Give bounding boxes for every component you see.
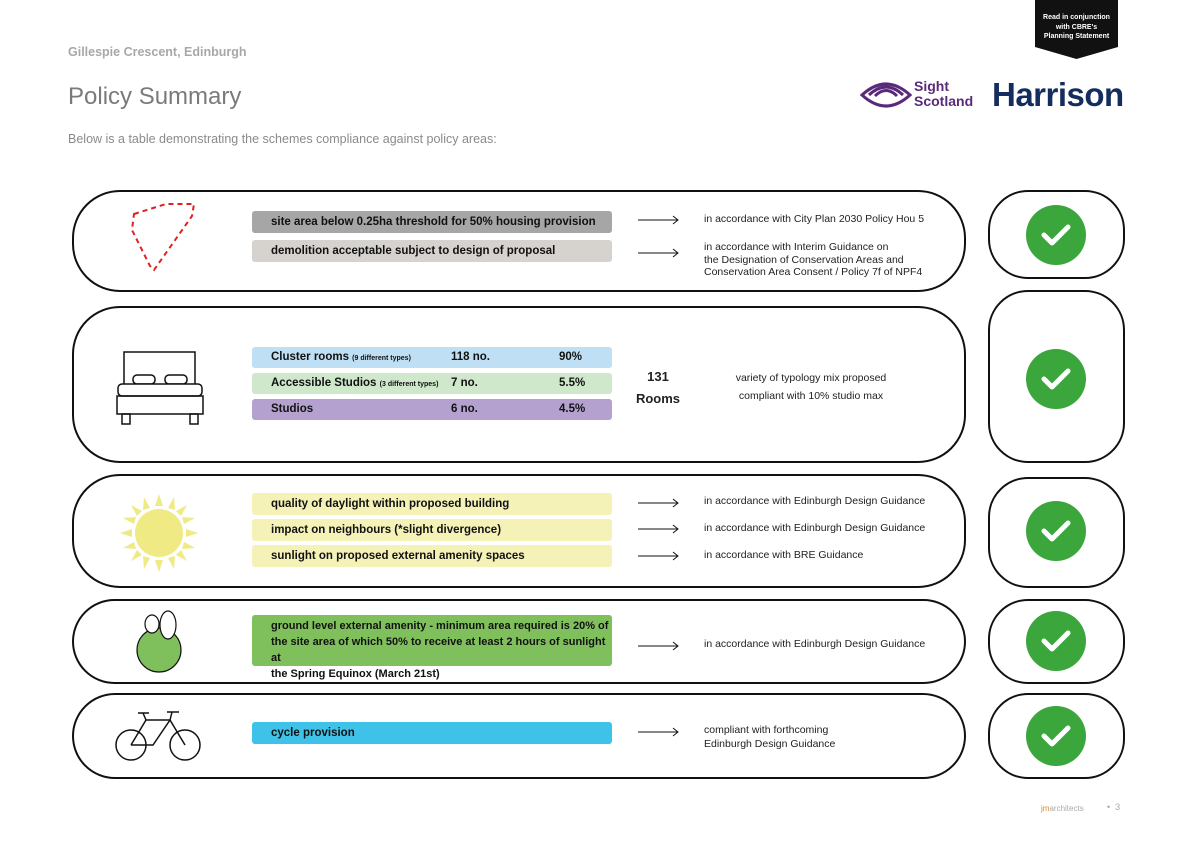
arrow-icon [638,498,680,508]
note-line: the Designation of Conservation Areas and [704,253,904,266]
amenity-line: the Spring Equinox (March 21st) [271,668,440,680]
footer-brand [1041,804,1084,813]
note-line: compliant with 10% studio max [738,390,884,402]
arrow-icon [638,524,680,534]
page-title: Policy Summary [68,83,242,110]
note-line: Conservation Area Consent / Policy 7f of NPF4 [704,266,923,278]
arrow-icon [638,641,680,651]
project-location: Gillespie Crescent, Edinburgh [68,45,247,59]
arrow-icon [638,248,680,258]
rooms-total [630,366,686,410]
site-boundary-icon [122,200,202,275]
tree-icon [134,608,186,674]
tag-text [1035,13,1118,42]
arrow-icon [638,727,680,737]
cycle-provision-bar: cycle provision [252,722,612,744]
neighbour-impact-note: in accordance with Edinburgh Design Guidance [704,522,926,534]
amenity-line: ground level external amenity - minimum area required is 20% of [271,620,609,632]
demolition-bar: demolition acceptable subject to design of proposal [252,240,612,262]
daylight-check-icon [1026,501,1086,561]
sight-scotland-eye-icon [860,77,912,113]
room-type-row [252,399,612,420]
room-type-row [252,373,612,394]
reference-tag [1035,0,1118,59]
ground-amenity-note: in accordance with Edinburgh Design Guidance [704,638,926,650]
sun-icon [118,492,200,574]
site-area-note: in accordance with City Plan 2030 Policy Hou 5 [704,213,925,225]
room-type-detail: (3 different types) [379,381,439,388]
note-line: compliant with forthcoming [704,724,829,736]
rooms-check-icon [1026,349,1086,409]
note-line: variety of typology mix proposed [735,372,887,384]
sight-word: Sight [914,78,949,94]
room-type-percent: 90% [559,351,583,363]
rooms-total-label: Rooms [635,391,681,406]
demolition-note [704,241,922,279]
amenity-line: the site area of which 50% to receive at least 2 hours of sunlight at [271,636,606,664]
note-line: Edinburgh Design Guidance [704,738,836,750]
arrow-icon [638,551,680,561]
room-type-percent: 5.5% [559,377,586,389]
sight-scotland-logo [860,77,975,113]
arrow-icon [638,215,680,225]
room-type-detail: (9 different types) [352,355,411,362]
intro-text: Below is a table demonstrating the schemes compliance against policy areas: [68,132,497,146]
scotland-word: Scotland [914,93,974,109]
room-type-name: Accessible Studios (3 different types) [271,377,439,389]
footer-separator: • [1107,802,1111,812]
room-type-name: Studios [271,403,314,415]
rooms-note [712,369,910,405]
amenity-check-icon [1026,611,1086,671]
room-type-percent: 4.5% [559,403,586,415]
page-number-value: 3 [1115,802,1121,812]
room-type-count: 6 no. [451,403,478,415]
tag-line: Planning Statement [1043,33,1110,40]
page-number [1107,802,1120,812]
sight-scotland-wordmark [914,79,973,109]
amenity-sunlight-bar: sunlight on proposed external amenity spaces [252,545,612,567]
room-type-name: Cluster rooms (9 different types) [271,351,411,363]
site-area-bar: site area below 0.25ha threshold for 50% housing provision [252,211,612,233]
daylight-quality-bar: quality of daylight within proposed building [252,493,612,515]
rooms-total-number: 131 [647,369,669,384]
brand-suffix: architects [1049,804,1084,813]
harrison-logo: Harrison [992,76,1124,113]
daylight-quality-note: in accordance with Edinburgh Design Guidance [704,495,926,507]
room-type-row [252,347,612,368]
room-type-count: 7 no. [451,377,478,389]
ground-amenity-bar [252,615,612,680]
bed-icon [114,350,206,428]
tag-line: Read in conjunction [1043,14,1110,21]
room-type-count: 118 no. [451,351,490,363]
neighbour-impact-bar: impact on neighbours (*slight divergence) [252,519,612,541]
bicycle-icon [113,708,203,764]
site-check-icon [1026,205,1086,265]
brand-prefix: jm [1041,804,1050,813]
amenity-sunlight-note: in accordance with BRE Guidance [704,549,864,561]
note-line: in accordance with Interim Guidance on [704,241,889,253]
cycle-check-icon [1026,706,1086,766]
cycle-provision-note [704,723,835,751]
tag-line: with CBRE's [1055,23,1098,31]
